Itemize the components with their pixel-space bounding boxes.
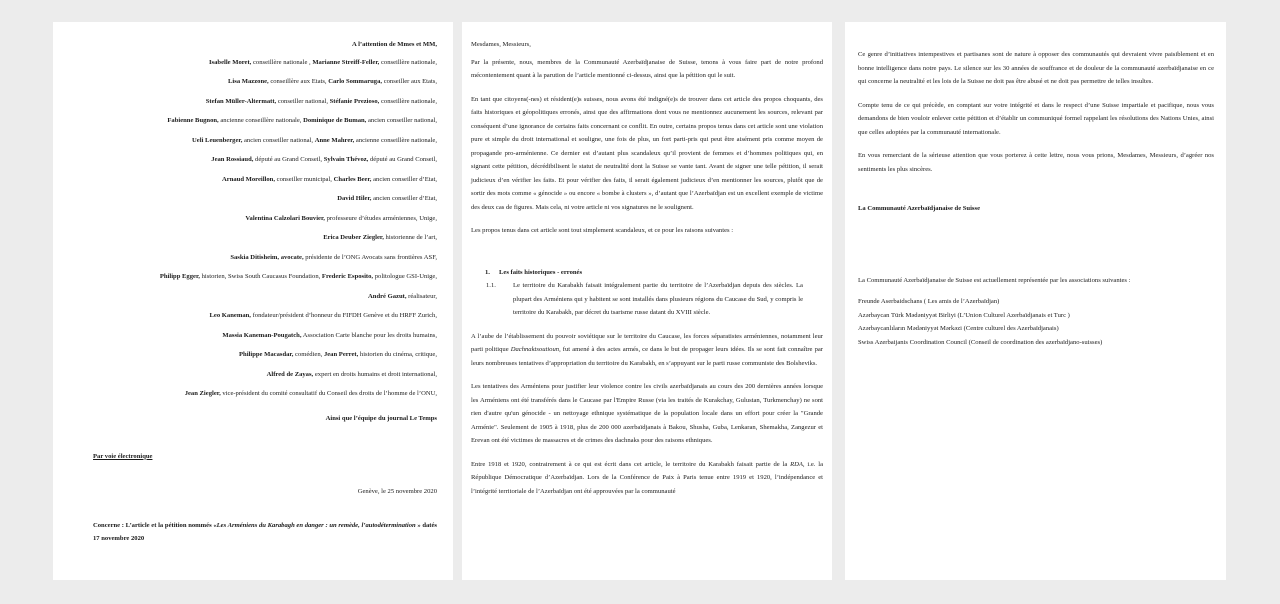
subject-pre: L’article et la pétition nommés «	[123, 521, 217, 529]
recipient-name: Alfred de Zayas,	[266, 370, 314, 378]
recipient-name: Philipp Egger,	[159, 273, 200, 280]
recipient-role: député au Grand Conseil,	[368, 156, 437, 163]
section-number: 1.	[485, 268, 490, 276]
recipient-role: ancien conseiller national,	[242, 136, 315, 144]
association-item: Swiss Azerbaijanis Coordination Council (Conseil de coordination des azerbaïdjano-suisses)	[858, 338, 1103, 346]
team-line: Ainsi que l’équipe du journal Le Temps	[325, 415, 437, 422]
recipient-role: conseiller aux Etats,	[382, 78, 437, 85]
recipient-name: Jean Ziegler,	[184, 390, 221, 397]
paragraph-soviet	[471, 330, 823, 371]
recipient-name: Saskia Ditisheim, avocate,	[230, 253, 304, 261]
recipient-name: Valentina Calzolari Bouvier,	[245, 214, 325, 222]
recipient-name: David Hiler,	[337, 195, 372, 202]
recipient-role: ancienne conseillère nationale,	[218, 117, 304, 124]
association-item: Azərbaycan Türk Mədəniyyət Birliyi (L’Union Culturel Azerbaïdjanais et Turc )	[858, 311, 1070, 319]
recipient-line	[93, 311, 437, 320]
recipient-role: conseiller municipal,	[275, 175, 334, 183]
recipient-line	[93, 194, 437, 203]
recipient-role: ancienne conseillère nationale,	[354, 136, 437, 144]
recipient-role: ancien conseiller d’Etat,	[371, 195, 437, 202]
paragraph-intro: Par la présente, nous, membres de la Communauté Azerbaïdjanaise de Suisse, tenons à vous faire part de notre profond mécontentement quant à la parution de l’article mentionné ci-dessus, ainsi que la pétition qui le suit.	[471, 58, 823, 79]
recipient-name: Ueli Leuenberger,	[192, 136, 243, 144]
recipient-name: Dominique de Buman,	[303, 117, 367, 124]
recipient-name: Charles Beer,	[333, 175, 372, 183]
recipient-role: réalisateur,	[406, 292, 437, 300]
paragraph-1918-pre: Entre 1918 et 1920, contrairement à ce qui est écrit dans cet article, le territoire du Karabakh faisait partie de la	[471, 460, 791, 468]
recipient-role: historien, Swiss South Caucasus Foundation,	[199, 273, 322, 280]
recipient-role: professeure d’études arméniennes, Unige,	[324, 214, 437, 222]
paragraph-violence: Les tentatives des Arméniens pour justifier leur violence contre les civils azerbaïdjanais au cours des 200 dernières années lorsque les Arméniens ont été transférés dans le Caucase par l'Empire Russe (via les traités de Kurakchay, Gulustan, Turkmenchay) ne sont rien d'autre qu'un génocide - un nettoyage ethnique systématique de la population locale dans un effort pour créer la "Grande Arménie". Seulement de 1905 à 1918, plus de 200 000 azerbaïdjanais à Bakou, Shusha, Guba, Lenkaran, Shemakha, Zangezur et Erevan ont été victimes de massacres et de crimes des dachnaks pour des raisons ethniques.	[471, 383, 823, 444]
paragraph-soviet-post: fut amené à des actes armés, ce dans le but de propager leurs idées. Ils se sont fait connaître par leurs nombreuses tentatives d’appropriation du territoire du Karabakh, en s’appuyant sur le parti russe communiste des Bolsheviks.	[471, 346, 823, 367]
association-item: Freunde Aserbaidschans ( Les amis de l’Azerbaïdjan)	[858, 298, 1000, 305]
paragraph-closing: En vous remerciant de la sérieuse attention que vous porterez à cette lettre, nous vous prions, Mesdames, Messieurs, d’agréer nos sentiments les plus sincères.	[858, 152, 1214, 173]
recipient-name: Stéfanie Prezioso,	[329, 97, 380, 105]
recipient-line	[93, 175, 437, 184]
recipient-role: conseillère nationale,	[379, 97, 437, 105]
recipient-line	[93, 233, 437, 242]
recipient-line	[93, 97, 437, 106]
recipient-role: ancien conseiller d’Etat,	[371, 175, 437, 183]
recipient-role: député au Grand Conseil,	[253, 156, 324, 163]
list-item-text: Le territoire du Karabakh faisait intégralement partie du territoire de l’Azerbaïdjan depuis des siècles. La plupart des Arméniens qui y habitent se sont installés dans plusieurs régions du Caucase du Sud, y compris le territoire du Karabakh, par décret du tsarisme russe datant du XVIII siècle.	[513, 282, 803, 316]
associations-intro: La Communauté Azerbaïdjanaise de Suisse est actuellement représentée par les associations suivantes :	[858, 276, 1131, 284]
recipient-name: Arnaud Moreillon,	[222, 175, 275, 183]
recipient-name: Philippe Macasdar,	[239, 351, 294, 358]
party-name: Dachnaktsoutioun,	[510, 346, 561, 353]
paragraph-initiatives: Ce genre d’initiatives intempestives et partisanes sont de nature à opposer des communautés qui devraient vivre paisiblement et en bonne intelligence dans notre pays. Le silence sur les 30 années de souffrance et de douleur de la communauté azerbaïdjanaise en ce qui concerne la neutralité et les lois de la Suisse ne doit pas être abusé et ne doit pas permettre de telles insultes.	[858, 51, 1214, 85]
recipient-role: conseillère nationale ,	[251, 58, 313, 66]
recipient-line	[93, 214, 437, 223]
recipient-line	[93, 331, 437, 340]
recipient-role: historien du cinéma, critique,	[358, 351, 437, 358]
recipient-line	[93, 370, 437, 379]
signature: La Communauté Azerbaïdjanaise de Suisse	[858, 205, 980, 212]
recipient-role: comédien,	[293, 351, 324, 358]
recipient-line	[93, 116, 437, 125]
paragraph-request: Compte tenu de ce qui précède, en comptant sur votre intégrité et dans le respect d’une Suisse impartiale et pacifique, nous vous demandons de bien vouloir enlever cette pétition et d’établir un communiqué formel rappelant les résolutions des Nations Unies, ainsi que celles adoptées par la communauté internationale.	[858, 101, 1214, 136]
subject-line	[93, 519, 437, 546]
recipient-name: Fabienne Bugnon,	[167, 117, 219, 124]
recipient-name: Anne Mahrer,	[314, 136, 355, 144]
recipient-role: politologue GSI-Unige,	[373, 273, 437, 280]
letter-page-3	[845, 22, 1226, 580]
paragraph-reasons: Les propos tenus dans cet article sont tout simplement scandaleux, et ce pour les raisons suivantes :	[471, 227, 734, 234]
recipient-role: ancien conseiller national,	[366, 117, 437, 124]
letter-page-1	[53, 22, 453, 580]
recipient-line	[93, 272, 437, 281]
recipient-name: Jean Perret,	[323, 351, 359, 358]
section-heading	[485, 266, 823, 280]
recipient-line	[93, 136, 437, 145]
letter-page-2	[462, 22, 832, 580]
recipient-list	[93, 58, 437, 399]
association-item: Azərbaycanlıların Mədəniyyət Mərkəzi (Centre culturel des Azerbaïdjanais)	[858, 325, 1059, 332]
rda-abbrev: RDA	[790, 460, 803, 468]
recipient-line	[93, 253, 437, 262]
paragraph-1918	[471, 458, 823, 499]
association-list	[858, 295, 1214, 349]
recipient-line	[93, 77, 437, 86]
recipient-name: Erica Deuber Ziegler,	[323, 234, 384, 241]
salutation: Mesdames, Messieurs,	[471, 41, 531, 48]
recipient-name: Sylvain Thévoz,	[323, 156, 369, 163]
recipient-role: Association Carte blanche pour les droits humains,	[301, 331, 437, 339]
delivery-method: Par voie électronique	[93, 452, 153, 460]
recipient-name: Frederic Esposito,	[321, 273, 374, 280]
recipient-role: présidente de l’ONG Avocats sans frontières ASF,	[303, 253, 437, 261]
recipient-line	[93, 389, 437, 398]
recipient-role: conseillère aux Etats,	[268, 78, 329, 85]
recipient-name: Jean Rossiaud,	[211, 156, 254, 163]
paragraph-1918-post: , i.e. la République Démocratique d’Azerbaïdjan. Lors de la Conférence de Paix à Paris tenue entre 1919 et 1920, l’indépendance et l’intégrité territoriale de l’Azerbaïdjan ont été approuvées par la communauté	[471, 460, 823, 495]
recipient-name: Lisa Mazzone,	[228, 78, 269, 85]
recipient-role: fondateur/président d’honneur du FIFDH Genève et du HRFF Zurich,	[250, 312, 437, 319]
recipient-role: conseiller national,	[276, 97, 330, 105]
recipient-line	[93, 58, 437, 67]
list-item-number: 1.1.	[486, 282, 496, 289]
recipient-line	[93, 350, 437, 359]
addressee-heading: A l’attention de Mmes et MM,	[352, 41, 437, 48]
recipient-name: Stefan Müller-Altermatt,	[205, 97, 277, 105]
recipient-name: André Gazut,	[368, 292, 407, 300]
subject-title: Les Arméniens du Karabagh en danger : un remède, l’autodétermination	[216, 521, 416, 529]
recipient-name: Marianne Streiff-Feller,	[312, 58, 380, 66]
subject-label: Concerne :	[93, 521, 124, 529]
letter-date: Genève, le 25 novembre 2020	[357, 488, 437, 495]
recipient-line	[93, 292, 437, 301]
recipient-name: Carlo Sommaruga,	[328, 78, 383, 85]
paragraph-indignation: En tant que citoyens(-nes) et résident(e)s suisses, nous avons été indigné(e)s de trouver dans cet article des propos choquants, des faits historiques et géopolitiques erronés, ainsi que des affirmations dont vous ne mentionnez aucunement les sources, relevant par conséquent d’une ignorance de certains faits concernant ce conflit. En outre, certains propos tenus dans cet article sont une violation pure et simple du droit international et souligne, une fois de plus, un fort parti-pris qui peut être aisément pris comme moyen de propagande pro-arménienne. Ce dernier est d’autant plus scandaleux qu’il provient de femmes et d’hommes politiques qui, en signant cette pétition, décrédibilisent le statut de neutralité dont la Suisse se vante tant. Avant de signer une telle pétition, il serait judicieux d’en vérifier les faits. Et pour vérifier des faits, il serait également judicieux d’en mentionner les sources, plutôt que de sortir des mots comme « génocide » ou encore « bombe à clusters », d’autant que l’Azerbaïdjan est un excellent exemple de victime des deux cas de figures. Mais cela, ni votre article ni vos signatures ne le soulignent.	[471, 95, 823, 211]
list-item	[486, 279, 823, 320]
recipient-role: conseillère nationale,	[379, 58, 437, 66]
recipient-line	[93, 155, 437, 164]
recipient-role: historienne de l’art,	[383, 234, 437, 241]
recipient-name: Leo Kaneman,	[209, 312, 251, 319]
recipient-role: expert en droits humains et droit international,	[313, 370, 437, 378]
recipient-name: Massia Kaneman-Pougatch,	[222, 331, 302, 339]
paragraph-soviet-pre: A l’aube de l’établissement du pouvoir soviétique sur le territoire du Caucase, les forces séparatistes arméniennes, notamment leur parti politique	[471, 332, 823, 353]
subject-post: » datés 17 novembre 2020	[93, 521, 437, 542]
recipient-name: Isabelle Moret,	[208, 58, 252, 66]
section-title: Les faits historiques - erronés	[499, 268, 583, 276]
recipient-role: vice-président du comité consultatif du Conseil des droits de l’homme de l’ONU,	[220, 390, 437, 397]
